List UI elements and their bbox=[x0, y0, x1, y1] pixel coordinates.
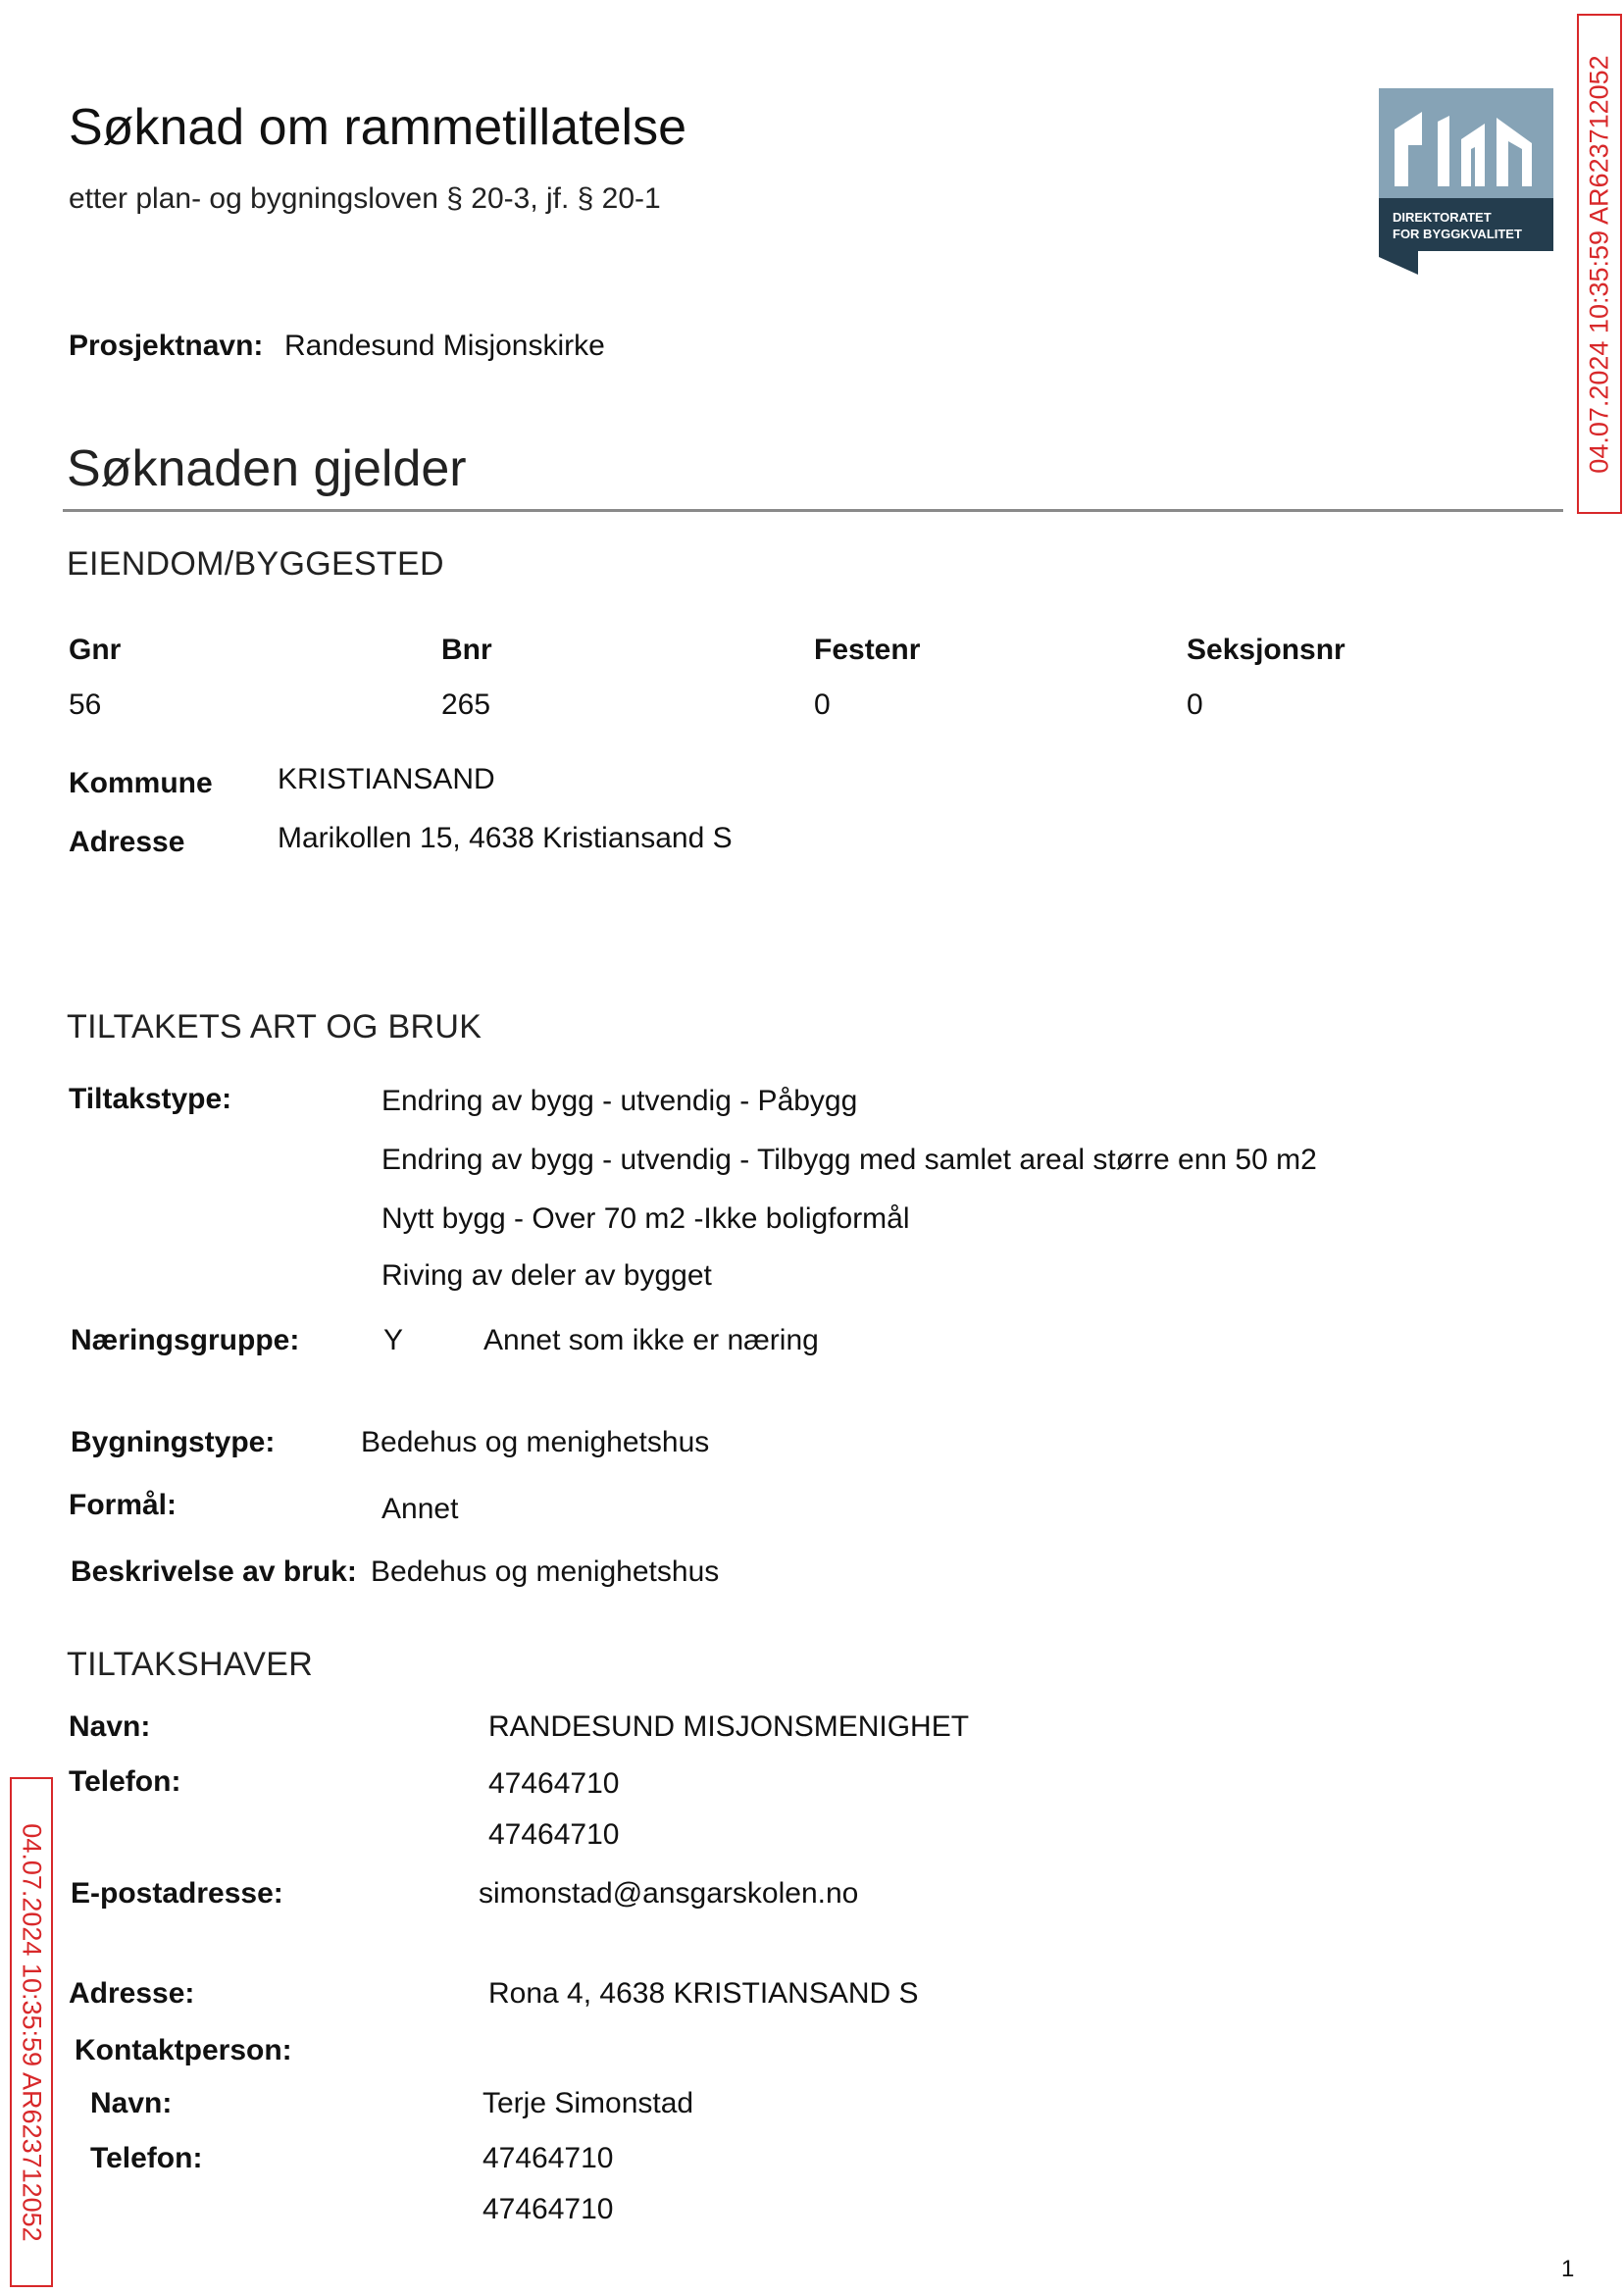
kontaktperson-label: Kontaktperson: bbox=[75, 2034, 292, 2066]
tiltak-heading: TILTAKETS ART OG BRUK bbox=[67, 1008, 482, 1045]
section-title: Søknaden gjelder bbox=[67, 440, 467, 497]
project-name-value: Randesund Misjonskirke bbox=[284, 330, 605, 362]
dibk-logo-icon bbox=[1379, 88, 1553, 275]
project-name-label: Prosjektnavn: bbox=[69, 330, 264, 362]
bygningstype-value: Bedehus og menighetshus bbox=[361, 1426, 710, 1458]
seksjonsnr-value: 0 bbox=[1187, 688, 1203, 721]
tiltakshaver-adresse-label: Adresse: bbox=[69, 1977, 195, 2010]
bygningstype-label: Bygningstype: bbox=[71, 1426, 276, 1458]
timestamp-stamp-top bbox=[1577, 14, 1622, 514]
tiltakshaver-telefon-value: 47464710 bbox=[488, 1767, 620, 1800]
tiltakshaver-adresse-value: Rona 4, 4638 KRISTIANSAND S bbox=[488, 1977, 919, 2010]
naeringsgruppe-text: Annet som ikke er næring bbox=[483, 1324, 819, 1356]
tiltakshaver-navn-value: RANDESUND MISJONSMENIGHET bbox=[488, 1710, 970, 1743]
tiltakstype-label: Tiltakstype: bbox=[69, 1083, 232, 1115]
tiltakshaver-navn-label: Navn: bbox=[69, 1710, 151, 1743]
eiendom-heading: EIENDOM/BYGGESTED bbox=[67, 545, 444, 583]
kommune-label: Kommune bbox=[69, 767, 213, 799]
tiltakstype-item: Endring av bygg - utvendig - Påbygg bbox=[381, 1085, 858, 1117]
formaal-value: Annet bbox=[381, 1493, 459, 1525]
tiltakshaver-heading: TILTAKSHAVER bbox=[67, 1646, 314, 1683]
gnr-value: 56 bbox=[69, 688, 102, 721]
kontakt-telefon-value: 47464710 bbox=[482, 2193, 614, 2225]
kontakt-navn-label: Navn: bbox=[90, 2087, 173, 2119]
tiltakshaver-telefon-value: 47464710 bbox=[488, 1818, 620, 1851]
seksjonsnr-label: Seksjonsnr bbox=[1187, 634, 1345, 666]
timestamp-stamp-left bbox=[10, 1777, 53, 2287]
beskrivelse-label: Beskrivelse av bruk: bbox=[71, 1555, 357, 1588]
festenr-label: Festenr bbox=[814, 634, 921, 666]
tiltakstype-item: Endring av bygg - utvendig - Tilbygg med samlet areal større enn 50 m2 bbox=[381, 1144, 1317, 1176]
naeringsgruppe-code: Y bbox=[383, 1324, 404, 1356]
tiltakshaver-epost-value: simonstad@ansgarskolen.no bbox=[479, 1877, 859, 1910]
svg-text:FOR BYGGKVALITET: FOR BYGGKVALITET bbox=[1393, 227, 1522, 241]
beskrivelse-value: Bedehus og menighetshus bbox=[371, 1555, 720, 1588]
gnr-label: Gnr bbox=[69, 634, 122, 666]
document-subtitle: etter plan- og bygningsloven § 20-3, jf. § 20-1 bbox=[69, 182, 661, 215]
kommune-value: KRISTIANSAND bbox=[278, 763, 495, 795]
kontakt-telefon-value: 47464710 bbox=[482, 2142, 614, 2174]
festenr-value: 0 bbox=[814, 688, 831, 721]
tiltakshaver-epost-label: E-postadresse: bbox=[71, 1877, 283, 1910]
page-number: 1 bbox=[1561, 2256, 1575, 2282]
bnr-value: 265 bbox=[441, 688, 491, 721]
dibk-logo bbox=[1379, 88, 1553, 275]
adresse-value: Marikollen 15, 4638 Kristiansand S bbox=[278, 822, 733, 854]
kontakt-navn-value: Terje Simonstad bbox=[482, 2087, 694, 2119]
adresse-label: Adresse bbox=[69, 826, 185, 858]
formaal-label: Formål: bbox=[69, 1489, 178, 1521]
svg-text:DIREKTORATET: DIREKTORATET bbox=[1393, 210, 1492, 225]
document-title: Søknad om rammetillatelse bbox=[69, 99, 686, 156]
bnr-label: Bnr bbox=[441, 634, 492, 666]
stamp-text: 04.07.2024 10:35:59 AR623712052 bbox=[17, 1822, 47, 2242]
tiltakstype-item: Riving av deler av bygget bbox=[381, 1259, 712, 1292]
kontakt-telefon-label: Telefon: bbox=[90, 2142, 203, 2174]
tiltakshaver-telefon-label: Telefon: bbox=[69, 1765, 181, 1798]
naeringsgruppe-label: Næringsgruppe: bbox=[71, 1324, 300, 1356]
section-divider bbox=[63, 509, 1563, 512]
stamp-text: 04.07.2024 10:35:59 AR623712052 bbox=[1584, 54, 1614, 474]
tiltakstype-item: Nytt bygg - Over 70 m2 -Ikke boligformål bbox=[381, 1202, 910, 1235]
